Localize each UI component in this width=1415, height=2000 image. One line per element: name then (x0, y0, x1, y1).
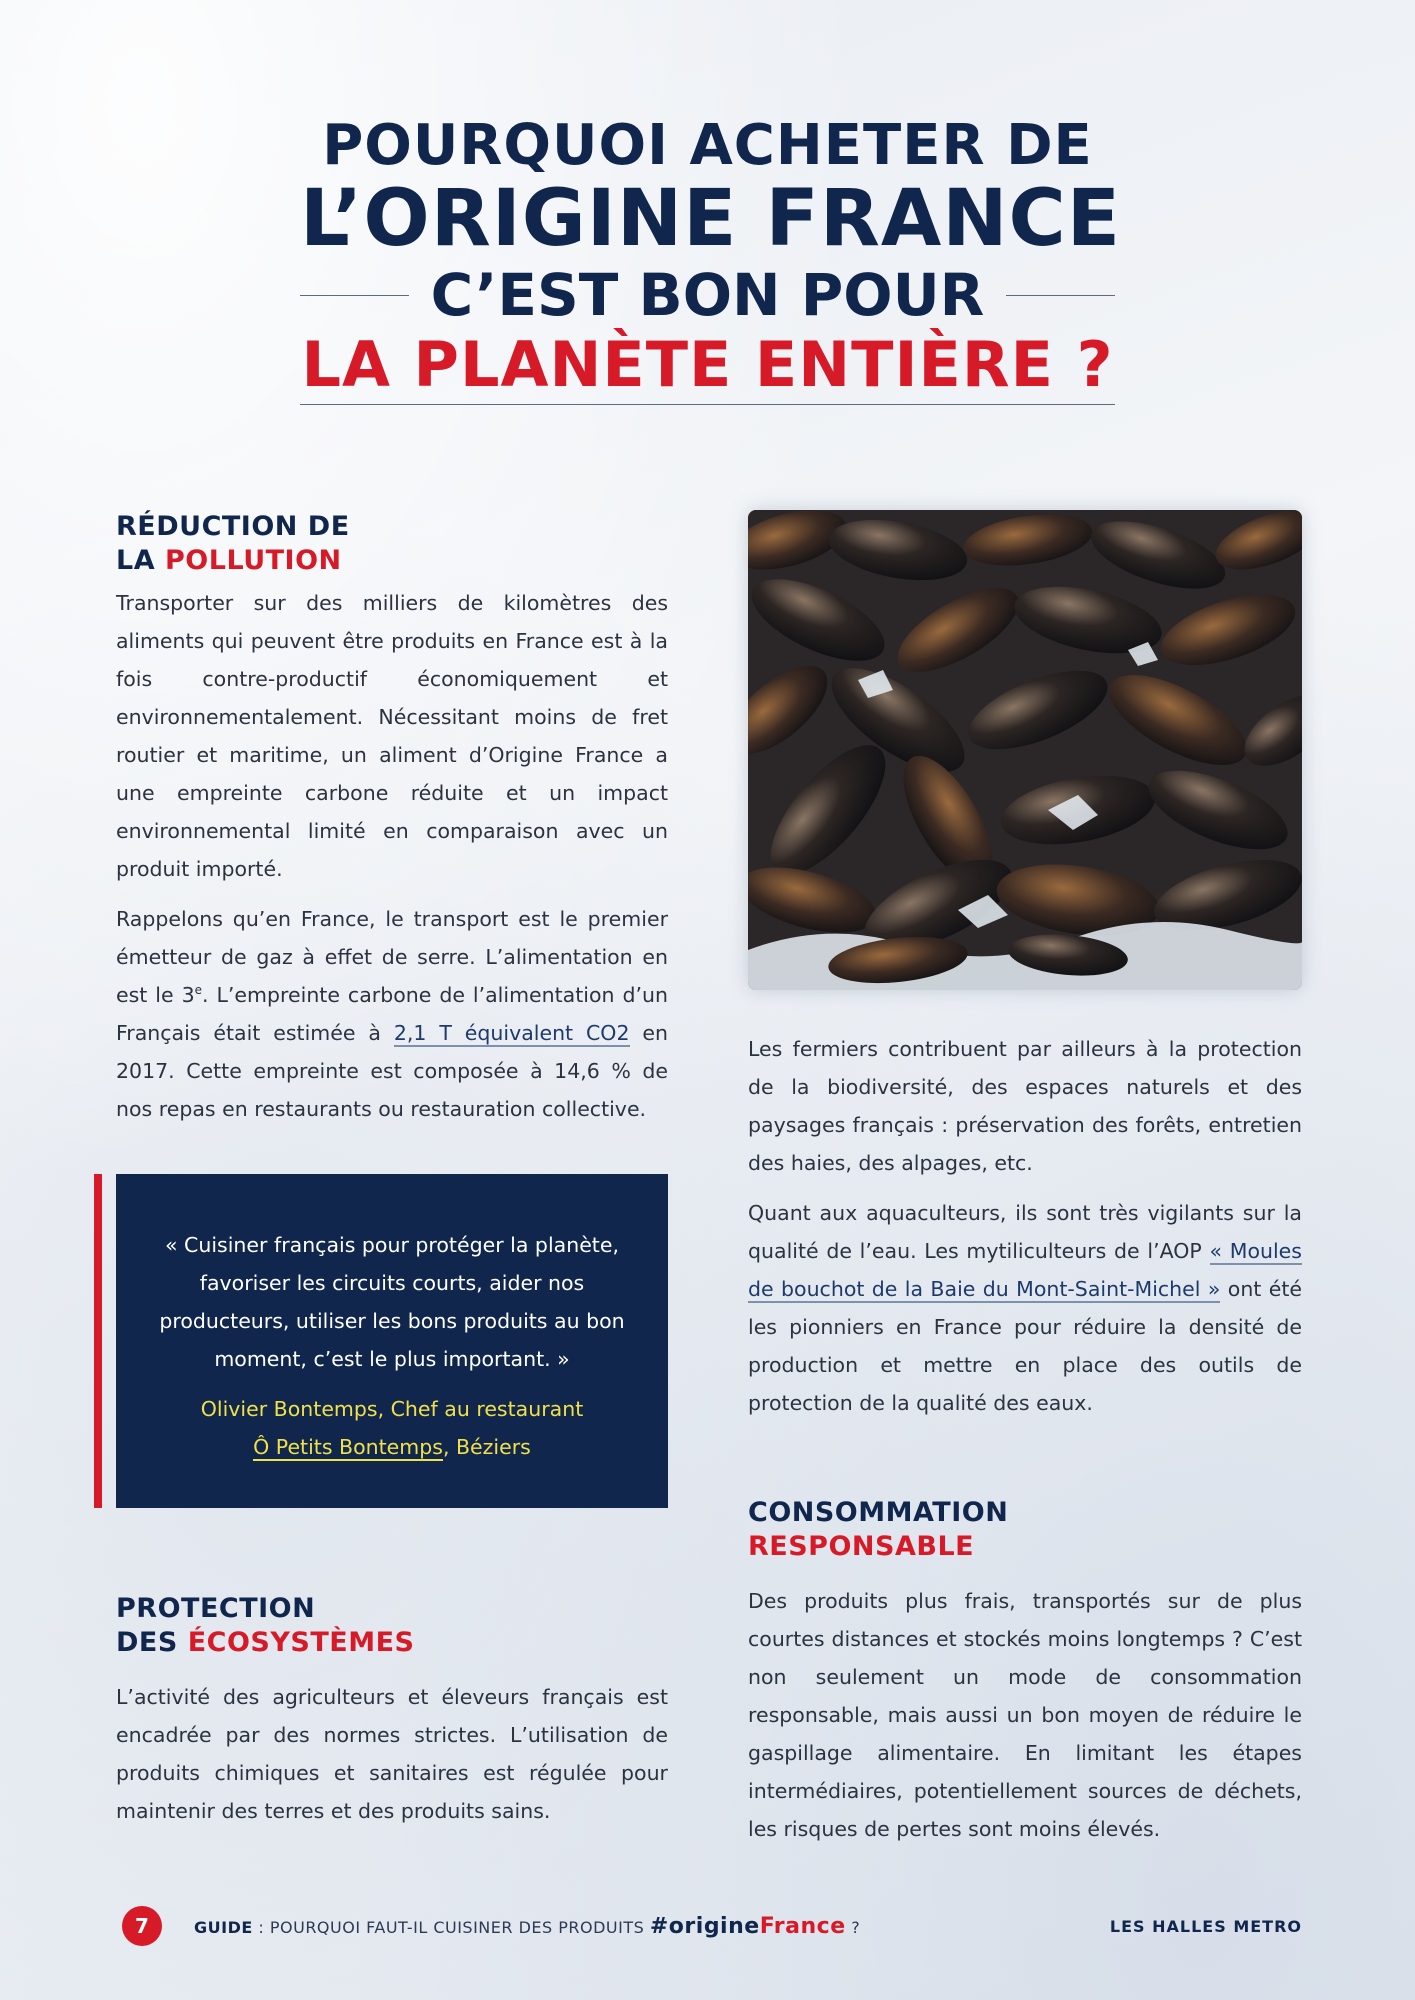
headline (300, 113, 1122, 405)
co2-link[interactable]: 2,1 T équivalent CO2 (393, 1021, 630, 1045)
aquaculture-p-a: Quant aux aquaculteurs, ils sont très vigilants sur la qualité de l’eau. Les mytiliculteurs de l’AOP (748, 1201, 1302, 1263)
pollution-p2-b: . L’empreinte carbone de l’alimentation d’un Français était estimée à (116, 983, 668, 1045)
quote-author (156, 1390, 628, 1466)
page-number: 7 (122, 1906, 162, 1946)
section-right-text (748, 1030, 1302, 1434)
ecosystems-title (116, 1592, 668, 1660)
ecosystems-title-line1: PROTECTION (116, 1593, 316, 1624)
footer-guide-text: : POURQUOI FAUT-IL CUISINER DES PRODUITS (252, 1917, 650, 1937)
section-pollution (116, 510, 668, 1140)
aop-moules-link[interactable]: « Moules de bouchot de la Baie du Mont-Saint-Michel » (748, 1239, 1302, 1301)
aquaculture-p-b: ont été les pionniers en France pour réduire la densité de production et mettre en place des outils de protection de la qualité des eaux. (748, 1277, 1302, 1415)
pollution-title-line1: RÉDUCTION DE (116, 511, 350, 542)
ecosystems-title-red: ÉCOSYSTÈMES (187, 1627, 415, 1658)
headline-line3: C’EST BON POUR (430, 261, 985, 329)
farmers-paragraph: Les fermiers contribuent par ailleurs à la protection de la biodiversité, des espaces naturels et des paysages français : préservation des forêts, entretien des haies, des alpages, etc. (748, 1037, 1302, 1175)
pollution-title-red: POLLUTION (165, 545, 342, 576)
headline-underline (300, 404, 1115, 405)
hashtag-red: France (759, 1913, 846, 1939)
consommation-title-line1: CONSOMMATION (748, 1497, 1009, 1528)
pollution-paragraph-2 (116, 900, 668, 1128)
section-ecosystems (116, 1592, 668, 1842)
footer-guide (194, 1914, 860, 1939)
mussels-illustration (748, 510, 1302, 990)
consommation-title (748, 1496, 1302, 1564)
footer-brand: LES HALLES METRO (1109, 1916, 1302, 1936)
restaurant-link[interactable]: Ô Petits Bontemps (253, 1435, 443, 1459)
ecosystems-title-line2 (116, 1626, 668, 1660)
hashtag[interactable] (650, 1914, 846, 1939)
hashtag-prefix: #origine (649, 1913, 760, 1939)
headline-line2: L’ORIGINE FRANCE (300, 174, 1122, 264)
ecosystems-title-prefix: DES (116, 1627, 188, 1658)
pollution-p2-c: en 2017. Cette empreinte est composée à 14,6 % de nos repas en restaurants ou restauration collective. (116, 1021, 669, 1121)
consommation-title-red: RESPONSABLE (748, 1531, 975, 1562)
headline-rule-left (300, 295, 409, 296)
footer (122, 1906, 1302, 1946)
headline-line1: POURQUOI ACHETER DE (322, 113, 1093, 178)
footer-guide-tail: ? (845, 1917, 861, 1937)
section-consommation (748, 1496, 1302, 1860)
pollution-title-line2 (116, 544, 668, 578)
headline-rule-right (1006, 295, 1115, 296)
quote-box (116, 1174, 668, 1508)
aquaculture-paragraph (748, 1194, 1302, 1422)
headline-line3-row (300, 261, 1115, 329)
quote-author-tail: , Béziers (442, 1435, 531, 1459)
headline-line4: LA PLANÈTE ENTIÈRE ? (301, 328, 1114, 401)
mussels-photo (748, 510, 1302, 990)
pollution-paragraph-1: Transporter sur des milliers de kilomètres des aliments qui peuvent être produits en France est à la fois contre-productif économiquement et environnementalement. Nécessitant moins de fret routier et maritime, un aliment d’Origine France a une empreinte carbone réduite et un impact environnemental limité en comparaison avec un produit importé. (116, 591, 668, 881)
consommation-paragraph-1: Des produits plus frais, transportés sur de plus courtes distances et stockés moins longtemps ? C’est non seulement un mode de consommation responsable, mais aussi un bon moyen de réduire le gaspillage alimentaire. En limitant les étapes intermédiaires, potentiellement sources de déchets, les risques de pertes sont moins élevés. (748, 1589, 1302, 1841)
pollution-p2-sup: e (194, 983, 203, 998)
quote-text: « Cuisiner français pour protéger la planète, favoriser les circuits courts, aider nos producteurs, utiliser les bons produits au bon moment, c’est le plus important. » (159, 1233, 625, 1371)
footer-guide-label: GUIDE (194, 1917, 253, 1937)
pollution-title-prefix: LA (116, 545, 166, 576)
ecosystems-paragraph-1: L’activité des agriculteurs et éleveurs français est encadrée par des normes strictes. L’utilisation de produits chimiques et sanitaires est régulée pour maintenir des terres et des produits sains. (116, 1685, 668, 1823)
quote-author-line2 (156, 1428, 628, 1466)
pollution-title (116, 510, 668, 578)
quote-author-line1: Olivier Bontemps, Chef au restaurant (200, 1397, 584, 1421)
pollution-p2-a: Rappelons qu’en France, le transport est le premier émetteur de gaz à effet de serre. L’alimentation en est le 3 (116, 907, 668, 1007)
quote-accent-bar (94, 1174, 102, 1508)
